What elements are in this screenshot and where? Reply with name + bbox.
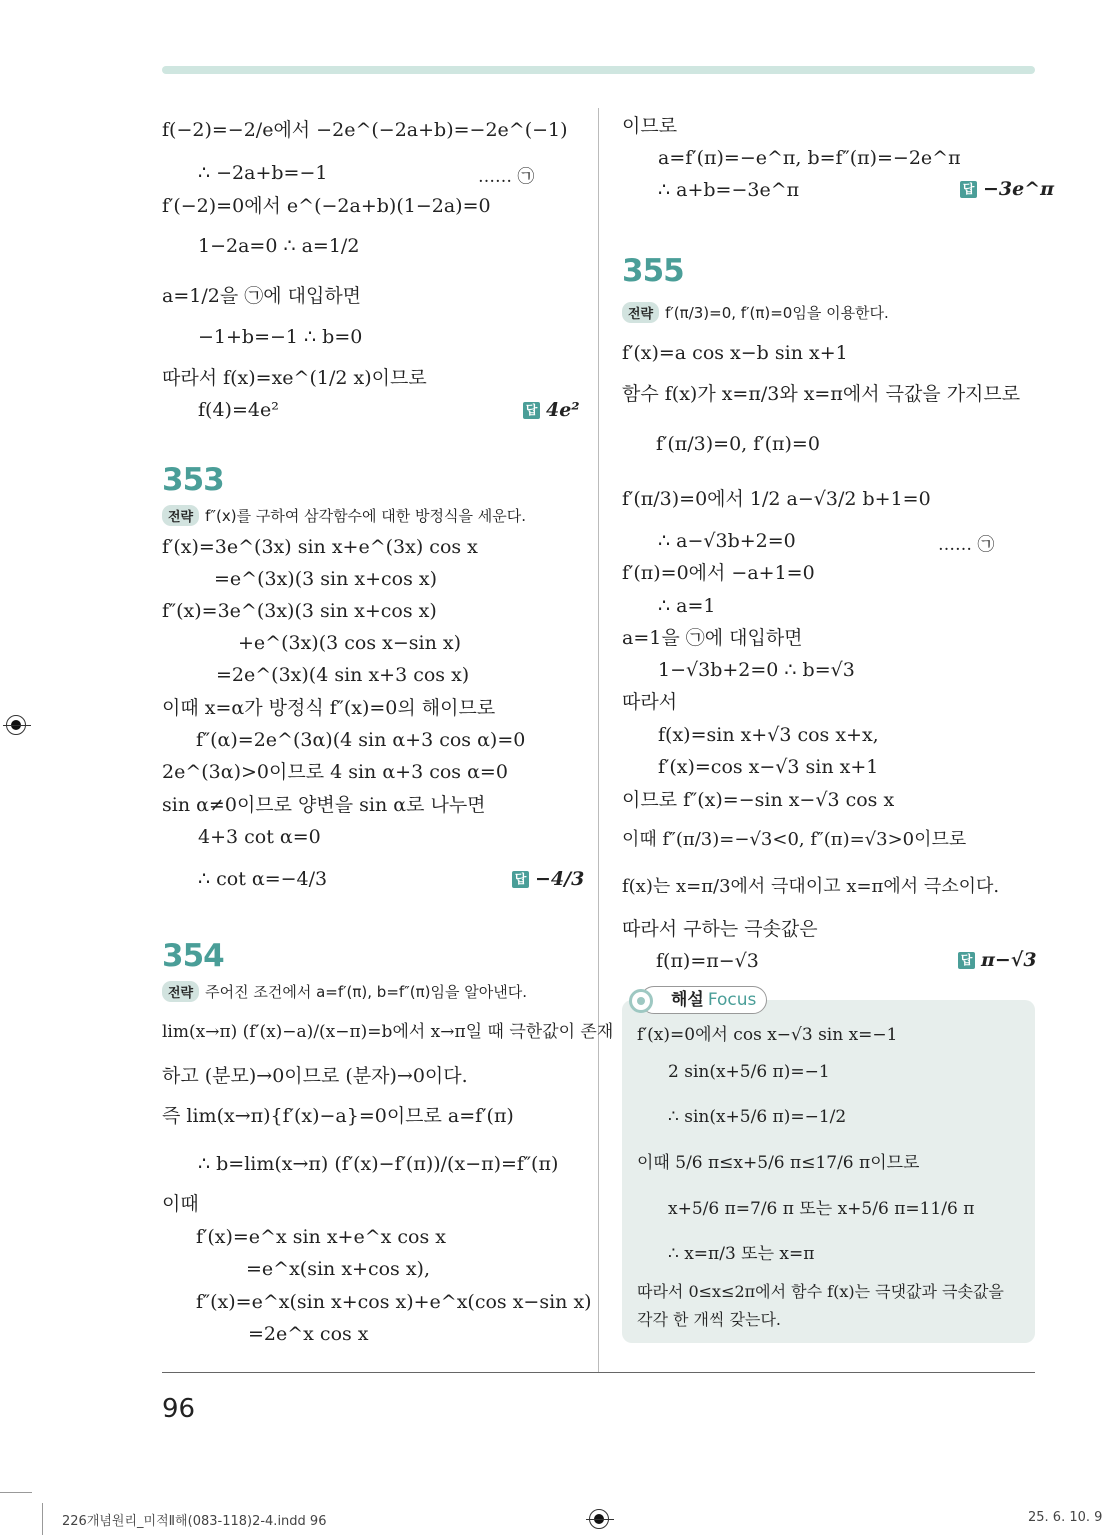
math-line: f′(x)=cos x−√3 sin x+1 [658, 756, 879, 778]
math-line: ∴ cot α=−4/3 [198, 868, 328, 890]
registration-mark-icon [589, 1509, 609, 1529]
math-line: f(π)=π−√3 [656, 950, 759, 972]
answer-badge: 답 [512, 871, 529, 888]
answer-value: −4/3 [535, 868, 585, 890]
strategy-text: f′(π/3)=0, f′(π)=0임을 이용한다. [665, 304, 889, 322]
math-line: 따라서 구하는 극솟값은 [622, 918, 818, 940]
math-line: f′(−2)=0에서 e^(−2a+b)(1−2a)=0 [162, 195, 491, 217]
page-number: 96 [162, 1394, 196, 1424]
strategy-text: 주어진 조건에서 a=f′(π), b=f″(π)임을 알아낸다. [205, 983, 527, 1001]
answer-badge: 답 [960, 181, 977, 198]
math-line: 1−2a=0 ∴ a=1/2 [198, 235, 360, 257]
math-line: ∴ a=1 [658, 595, 716, 617]
footer-filename: 226개념원리_미적Ⅱ해(083-118)2-4.indd 96 [62, 1514, 327, 1529]
math-line: 이때 f″(π/3)=−√3<0, f″(π)=√3>0이므로 [622, 829, 967, 850]
math-line: 따라서 f(x)=xe^(1/2 x)이므로 [162, 367, 427, 389]
focus-line: ∴ sin(x+5/6 π)=−1/2 [668, 1107, 847, 1127]
math-line: 2e^(3α)>0이므로 4 sin α+3 cos α=0 [162, 761, 508, 783]
math-line: f″(α)=2e^(3α)(4 sin α+3 cos α)=0 [196, 729, 526, 751]
equation-marker: …… ㉠ [478, 167, 535, 187]
focus-line: 이때 5/6 π≤x+5/6 π≤17/6 π이므로 [637, 1153, 920, 1173]
crop-mark [42, 1503, 43, 1535]
focus-line: ∴ x=π/3 또는 x=π [668, 1244, 815, 1264]
strategy-badge: 전략 [162, 505, 199, 526]
problem-number-354: 354 [162, 938, 224, 974]
focus-line: f′(x)=0에서 cos x−√3 sin x=−1 [637, 1025, 898, 1045]
math-line: =e^x(sin x+cos x), [246, 1258, 430, 1280]
focus-line: 각각 한 개씩 갖는다. [637, 1310, 781, 1329]
math-line: f(x)=sin x+√3 cos x+x, [658, 724, 879, 746]
math-line: ∴ −2a+b=−1 [198, 162, 328, 184]
math-line: ∴ a−√3b+2=0 [658, 530, 796, 552]
math-line: f(−2)=−2/e에서 −2e^(−2a+b)=−2e^(−1) [162, 119, 568, 141]
strategy-badge: 전략 [162, 981, 199, 1002]
strategy-text: f″(x)를 구하여 삼각함수에 대한 방정식을 세운다. [205, 507, 527, 525]
math-line: 함수 f(x)가 x=π/3와 x=π에서 극값을 가지므로 [622, 383, 1021, 405]
strategy-355 [622, 302, 889, 323]
math-line: a=1/2을 ㉠에 대입하면 [162, 285, 362, 307]
target-icon [629, 989, 653, 1013]
problem-number-353: 353 [162, 462, 224, 498]
answer-353 [512, 868, 584, 890]
math-line: 4+3 cot α=0 [198, 826, 321, 848]
math-line: 따라서 [622, 691, 678, 713]
math-line: 이므로 [622, 115, 678, 137]
math-line: sin α≠0이므로 양변을 sin α로 나누면 [162, 794, 486, 816]
math-line: 이때 x=α가 방정식 f″(x)=0의 해이므로 [162, 697, 496, 719]
math-line: f′(x)=e^x sin x+e^x cos x [196, 1226, 446, 1248]
focus-line: x+5/6 π=7/6 π 또는 x+5/6 π=11/6 π [668, 1199, 975, 1219]
answer-badge: 답 [958, 952, 975, 969]
column-divider [598, 108, 599, 1373]
math-line: f(x)는 x=π/3에서 극대이고 x=π에서 극소이다. [622, 876, 1000, 897]
strategy-badge: 전략 [622, 302, 659, 323]
math-line: =e^(3x)(3 sin x+cos x) [214, 568, 437, 590]
math-line: f′(π/3)=0에서 1/2 a−√3/2 b+1=0 [622, 488, 931, 510]
math-line: 1−√3b+2=0 ∴ b=√3 [658, 659, 855, 681]
math-line: 이때 [162, 1193, 199, 1215]
focus-line: 2 sin(x+5/6 π)=−1 [668, 1062, 830, 1082]
strategy-353 [162, 505, 526, 526]
math-line: 이므로 f″(x)=−sin x−√3 cos x [622, 789, 895, 811]
answer-value: π−√3 [981, 949, 1037, 971]
math-line: f(4)=4e² [198, 399, 279, 421]
focus-title-kr: 해설 [671, 990, 704, 1010]
math-line: 하고 (분모)→0이므로 (분자)→0이다. [162, 1065, 468, 1087]
math-line: =2e^(3x)(4 sin x+3 cos x) [216, 664, 470, 686]
registration-mark-icon [6, 715, 26, 735]
math-line: lim(x→π) (f′(x)−a)/(x−π)=b에서 x→π일 때 극한값이 존재 [162, 1022, 614, 1042]
math-line: 즉 lim(x→π){f′(x)−a}=0이므로 a=f′(π) [162, 1105, 514, 1127]
answer-352 [523, 399, 580, 421]
header-bar [162, 66, 1035, 74]
math-line: f′(x)=3e^(3x) sin x+e^(3x) cos x [162, 536, 478, 558]
math-line: a=1을 ㉠에 대입하면 [622, 627, 803, 649]
problem-number-355: 355 [622, 253, 684, 289]
math-line: f″(x)=e^x(sin x+cos x)+e^x(cos x−sin x) [196, 1291, 592, 1313]
crop-mark [0, 1492, 32, 1493]
math-line: =2e^x cos x [248, 1323, 369, 1345]
math-line: ∴ a+b=−3e^π [658, 179, 800, 201]
focus-title-en: Focus [707, 990, 757, 1010]
math-line: f′(x)=a cos x−b sin x+1 [622, 342, 848, 364]
footer-rule [162, 1372, 1035, 1373]
equation-marker: …… ㉠ [938, 535, 995, 555]
math-line: +e^(3x)(3 cos x−sin x) [238, 632, 461, 654]
answer-354 [960, 178, 1054, 200]
math-line: f″(x)=3e^(3x)(3 sin x+cos x) [162, 600, 437, 622]
math-line: a=f′(π)=−e^π, b=f″(π)=−2e^π [658, 147, 961, 169]
math-line: f′(π/3)=0, f′(π)=0 [656, 433, 820, 455]
math-line: f′(π)=0에서 −a+1=0 [622, 562, 815, 584]
math-line: ∴ b=lim(x→π) (f′(x)−f′(π))/(x−π)=f″(π) [198, 1153, 559, 1175]
answer-badge: 답 [523, 402, 540, 419]
strategy-354 [162, 981, 527, 1002]
answer-355 [958, 949, 1037, 971]
focus-line: 따라서 0≤x≤2π에서 함수 f(x)는 극댓값과 극솟값을 [637, 1282, 1004, 1301]
footer-date: 25. 6. 10. 9 [1028, 1510, 1103, 1525]
answer-value: 4e² [546, 399, 580, 421]
math-line: −1+b=−1 ∴ b=0 [198, 326, 363, 348]
answer-value: −3e^π [983, 178, 1055, 200]
focus-tag [640, 986, 767, 1014]
